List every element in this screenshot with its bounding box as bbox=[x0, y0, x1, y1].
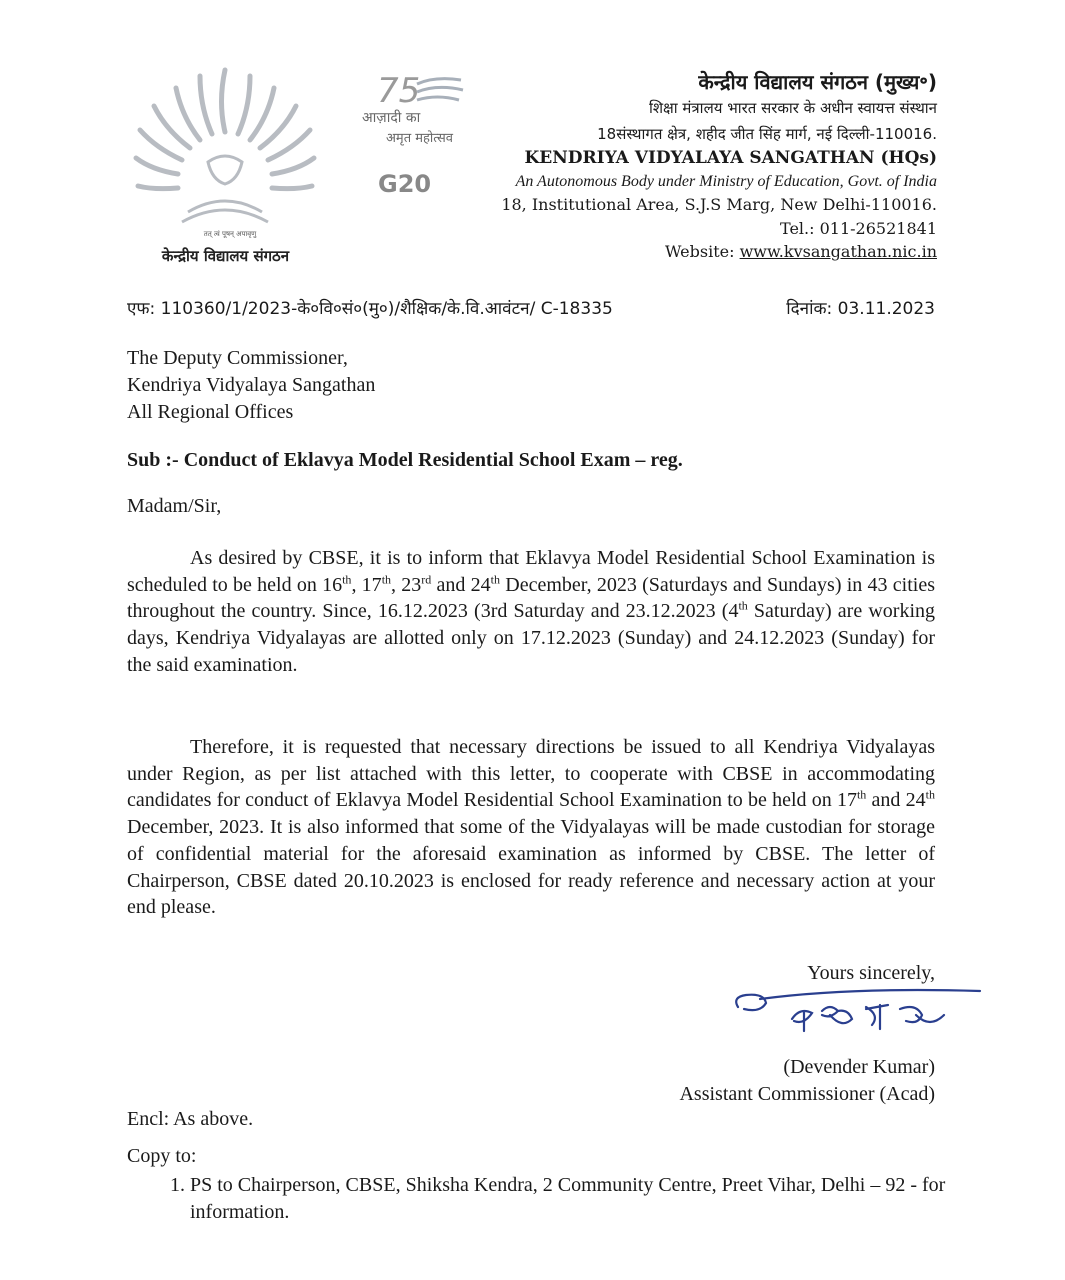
website-link[interactable]: www.kvsangathan.nic.in bbox=[739, 242, 937, 261]
body-paragraph-1: As desired by CBSE, it is to inform that Eklavya Model Residential School Examination is scheduled to be held on 16th, 17th, 23rd and 24th December, 2023 (Saturdays and Sundays) in 43 cities throughout the country. Since, 16.12.2023 (3rd Saturday and 23.12.2023 (4th Saturday) are working days, Kendriya Vidyalayas are allotted only on 17.12.2023 (Sunday) and 24.12.2023 (Sunday) for the said examination. bbox=[127, 547, 936, 676]
azadi-text-line2: अमृत महोत्सव bbox=[386, 131, 454, 146]
handwritten-signature-icon bbox=[730, 985, 990, 1045]
sun-rays-logo-icon bbox=[130, 62, 320, 242]
enclosure-note: Encl: As above. bbox=[127, 1108, 254, 1130]
letterhead-address-english: 18, Institutional Area, S.J.S Marg, New Delhi-110016. bbox=[501, 195, 937, 214]
letterhead-website bbox=[665, 242, 937, 261]
letterhead-telephone: Tel.: 011-26521841 bbox=[780, 219, 937, 238]
list-item: 1. PS to Chairperson, CBSE, Shiksha Kendra, 2 Community Centre, Preet Vihar, Delhi – 92 - for information. bbox=[190, 1172, 970, 1226]
reference-number: एफ: 110360/1/2023-के०वि०सं०(मु०)/शैक्षिक/के.वि.आवंटन/ C-18335 bbox=[127, 299, 613, 319]
g20-label: G20 bbox=[378, 170, 432, 198]
signer-title: Assistant Commissioner (Acad) bbox=[679, 1083, 935, 1105]
letterhead-subtitle-english: An Autonomous Body under Ministry of Education, Govt. of India bbox=[515, 173, 937, 190]
body-paragraph-2: Therefore, it is requested that necessary directions be issued to all Kendriya Vidyalayas under Region, as per list attached with this letter, to cooperate with CBSE in accommodating candidates for conduct of Eklavya Model Residential School Examination to be held on 17th and 24th December, 2023. It is also informed that some of the Vidyalayas will be made custodian for storage of confidential material for the aforesaid examination as informed by CBSE. The letter of Chairperson, CBSE dated 20.10.2023 is enclosed for ready reference and necessary action at your end please. bbox=[127, 736, 935, 919]
g20-logo bbox=[378, 170, 431, 198]
letterhead-address-hindi: 18संस्थागत क्षेत्र, शहीद जीत सिंह मार्ग, नई दिल्ली-110016. bbox=[597, 125, 937, 143]
recipient-line: All Regional Offices bbox=[127, 401, 294, 423]
subject-line: Sub :- Conduct of Eklavya Model Residential School Exam – reg. bbox=[127, 449, 683, 471]
letter-date: दिनांक: 03.11.2023 bbox=[786, 299, 935, 319]
kvs-logo bbox=[130, 62, 320, 272]
letterhead-title-english: KENDRIYA VIDYALAYA SANGATHAN (HQs) bbox=[524, 148, 937, 168]
salutation: Madam/Sir, bbox=[127, 495, 222, 517]
copy-to-label: Copy to: bbox=[127, 1145, 197, 1167]
signature bbox=[730, 985, 990, 1045]
azadi-number: 75 bbox=[377, 71, 421, 111]
recipient-address bbox=[127, 345, 375, 426]
recipient-line: Kendriya Vidyalaya Sangathan bbox=[127, 374, 376, 396]
logo-caption: केन्द्रीय विद्यालय संगठन bbox=[161, 247, 290, 265]
logo-motto: तत् त्वं पूषन् अपावृणु bbox=[203, 230, 257, 238]
azadi-text-line1: आज़ादी का bbox=[362, 110, 421, 126]
copy-to-list bbox=[158, 1172, 970, 1226]
letterhead-subtitle-hindi: शिक्षा मंत्रालय भारत सरकार के अधीन स्वायत्त संस्थान bbox=[648, 99, 937, 117]
letterhead-title-hindi: केन्द्रीय विद्यालय संगठन (मुख्य॰) bbox=[698, 70, 937, 94]
signer-name: (Devender Kumar) bbox=[783, 1056, 935, 1078]
closing: Yours sincerely, bbox=[807, 962, 935, 984]
recipient-line: The Deputy Commissioner, bbox=[127, 347, 348, 369]
website-label: Website: bbox=[665, 242, 740, 261]
